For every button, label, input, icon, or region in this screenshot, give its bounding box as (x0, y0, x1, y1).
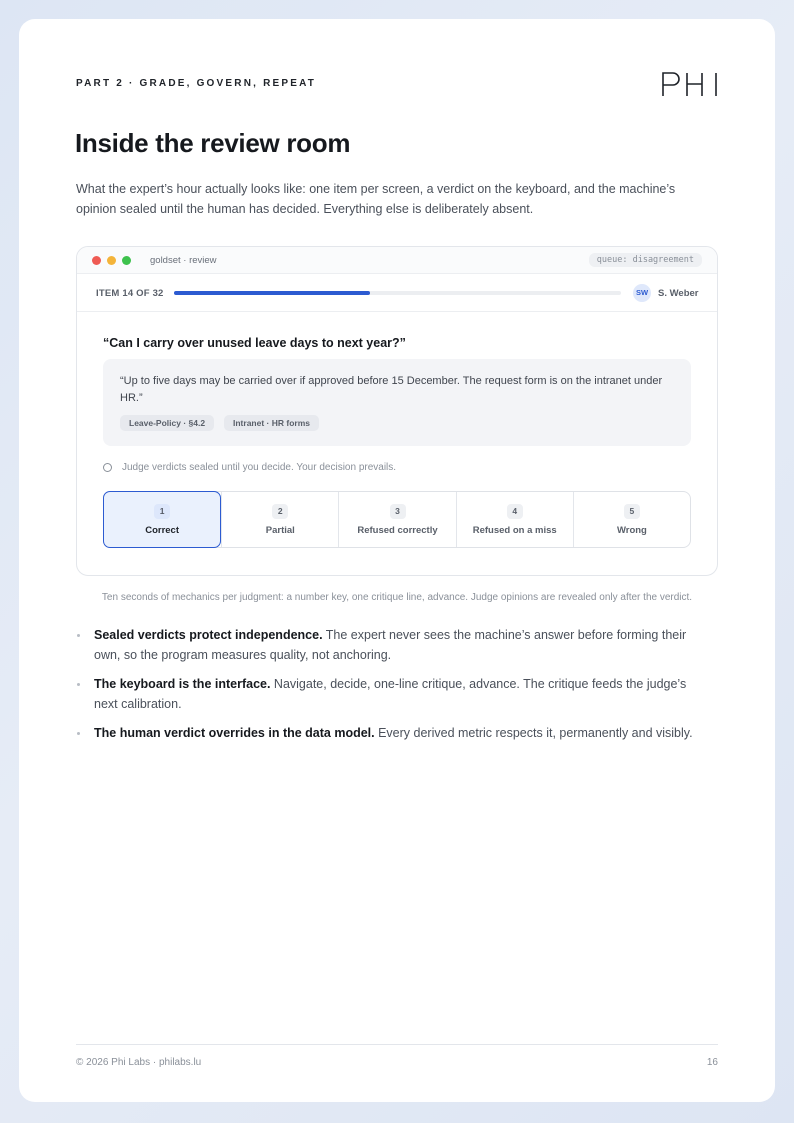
reviewer-name: S. Weber (658, 288, 699, 299)
maximize-window-icon[interactable] (122, 256, 131, 265)
bullet-text: Navigate, decide, one-line critique, advance. The critique feeds the judge’s next calibration. (94, 677, 687, 711)
bullet-lead: Sealed verdicts protect independence. (94, 628, 323, 642)
verdict-option-refused-correctly[interactable] (338, 492, 455, 547)
progress-row (77, 274, 717, 312)
bullet-text: Every derived metric respects it, permanently and visibly. (374, 726, 693, 740)
minimize-window-icon[interactable] (107, 256, 116, 265)
phi-logo-icon (661, 71, 719, 97)
verdict-label: Correct (145, 525, 179, 536)
verdict-key-badge: 2 (272, 504, 288, 519)
progress-bar-fill (174, 291, 370, 295)
queue-badge: queue: disagreement (589, 253, 702, 267)
source-chip[interactable]: Intranet · HR forms (224, 415, 319, 431)
list-item (76, 674, 706, 714)
item-counter: ITEM 14 OF 32 (96, 288, 164, 299)
bullet-text: The expert never sees the machine’s answer before forming their own, so the program measures quality, not anchoring. (94, 628, 687, 662)
list-item (76, 723, 706, 743)
close-window-icon[interactable] (92, 256, 101, 265)
figure-caption: Ten seconds of mechanics per judgment: a number key, one critique line, advance. Judge opinions are revealed only after the verdict. (101, 592, 693, 603)
footer-copyright: © 2026 Phi Labs · philabs.lu (76, 1057, 202, 1068)
page-number: 16 (706, 1057, 718, 1068)
verdict-label: Refused correctly (357, 525, 438, 536)
bullet-lead: The keyboard is the interface. (94, 677, 271, 691)
bullet-lead: The human verdict overrides in the data model. (94, 726, 375, 740)
verdict-label: Wrong (616, 525, 647, 536)
verdict-key-badge: 1 (154, 504, 170, 519)
info-circle-icon (103, 463, 112, 472)
source-chip[interactable]: Leave-Policy · §4.2 (120, 415, 214, 431)
window-title: goldset · review (150, 255, 217, 266)
verdict-option-wrong[interactable] (573, 492, 690, 547)
verdict-label: Refused on a miss (472, 525, 557, 536)
verdict-selector (103, 491, 691, 548)
verdict-option-refused-on-miss[interactable] (456, 492, 573, 547)
list-item (76, 625, 706, 665)
verdict-key-badge: 4 (507, 504, 523, 519)
verdict-option-partial[interactable] (221, 492, 338, 547)
verdict-label: Partial (265, 525, 295, 536)
verdict-key-badge: 3 (390, 504, 406, 519)
document-page (19, 19, 775, 1102)
verdict-option-correct[interactable] (103, 491, 221, 548)
avatar: SW (633, 284, 651, 302)
footer-divider (76, 1044, 718, 1045)
window-titlebar (77, 247, 717, 274)
lede-paragraph: What the expert’s hour actually looks like: one item per screen, a verdict on the keyboard, and the machine’s opinion sealed until the human has decided. Everything else is deliberately absent. (76, 182, 676, 216)
section-eyebrow: PART 2 · GRADE, GOVERN, REPEAT (76, 78, 317, 89)
review-window (76, 246, 718, 576)
answer-text: “Up to five days may be carried over if approved before 15 December. The request form is on the intranet under HR.” (120, 375, 663, 404)
bullet-list (76, 625, 706, 752)
question-text: “Can I carry over unused leave days to next year?” (103, 336, 406, 350)
verdict-key-badge: 5 (624, 504, 640, 519)
answer-panel (103, 359, 691, 446)
page-title: Inside the review room (75, 128, 351, 158)
progress-bar (174, 291, 621, 295)
sealed-notice: Judge verdicts sealed until you decide. Your decision prevails. (122, 462, 397, 473)
